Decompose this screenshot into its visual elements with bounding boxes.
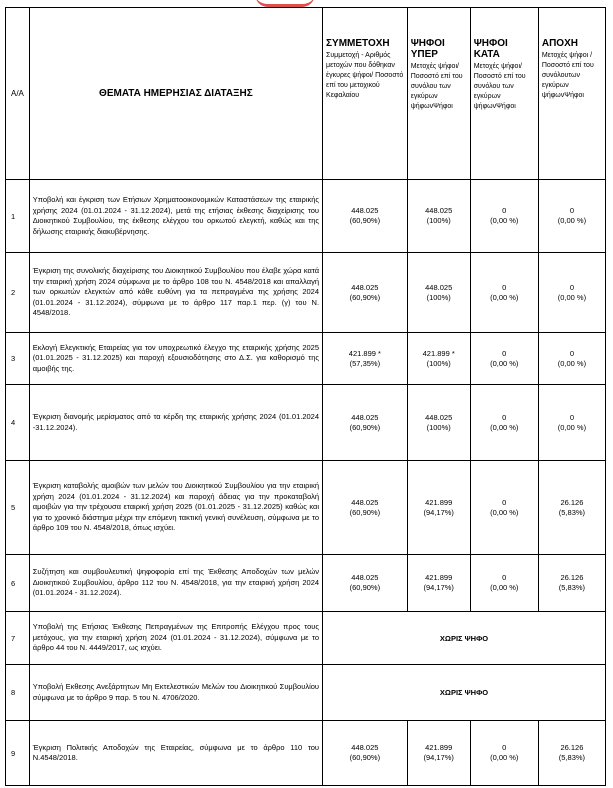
table-row xyxy=(6,555,606,612)
value-count: 448.025 xyxy=(425,282,453,292)
value-count: 0 xyxy=(569,206,574,215)
votes-for-cell xyxy=(407,385,470,461)
value-count: 0 xyxy=(569,412,574,422)
value-percent: (0,00 %) xyxy=(557,358,587,368)
value-percent: (57,35%) xyxy=(349,358,381,368)
row-number: 7 xyxy=(6,612,30,665)
header-votes-against-sub: Μετοχές ψήφοι/ Ποσοστό επί του συνόλου των εγκύρων ψήφωνΨήφοι xyxy=(473,63,526,110)
row-number: 9 xyxy=(6,721,30,786)
value-percent: (0,00 %) xyxy=(490,422,519,432)
value-percent: (5,83%) xyxy=(558,507,586,517)
votes-for-cell xyxy=(407,721,470,786)
table-row xyxy=(6,253,606,333)
votes-for-cell xyxy=(407,461,470,555)
value-percent: (60,90%) xyxy=(349,216,381,225)
top-decoration xyxy=(255,0,315,7)
value-percent: (60,90%) xyxy=(349,422,381,432)
agenda-item-text: Έγκριση καταβολής αμοιβών των μελών του Διοικητικού Συμβουλίου για την εταιρική χρήση 2024 (01.01.2024 - 31.12.2024) και παροχή άδειας για την προκαταβολή αμοιβών για την τρέχουσα εταιρική χρήση 2025 (01.01.2025 - 31.12.2025) καθώς και για το χρονικό διάστημα μέχρι την επόμενη τακτική γενική συνέλευση, σύμφωνα με το άρθρο 109 του Ν. 4548/2018, όπως ισχύει. xyxy=(29,461,322,555)
header-abstain-title: ΑΠΟΧΗ xyxy=(541,38,578,49)
value-count: 26.126 xyxy=(560,573,584,582)
value-percent: (0,00 %) xyxy=(557,216,587,225)
participation-cell xyxy=(323,253,408,333)
value-percent: (100%) xyxy=(426,216,451,225)
agenda-item-text: Υποβολή και έγκριση των Ετήσιων Χρηματοοικονομικών Καταστάσεων της εταιρικής χρήσης 2024 (01.01.2024 - 31.12.2024), μετά της ετήσιας έκθεσης διαχείρισης του Διοικητικού Συμβουλίου, της έκθεσης ελέγχου του ορκωτού ελεγκτή, καθώς και της δήλωσης εταιρικής διακυβέρνησης. xyxy=(29,180,322,253)
value-count: 0 xyxy=(502,348,507,358)
table-row xyxy=(6,461,606,555)
header-votes-against-title: ΨΗΦΟΙ ΚΑΤΑ xyxy=(473,38,508,60)
value-count: 26.126 xyxy=(560,743,584,752)
value-percent: (0,00 %) xyxy=(557,422,587,432)
value-count: 421.899 xyxy=(425,743,453,752)
value-percent: (5,83%) xyxy=(558,753,586,762)
value-count: 0 xyxy=(502,206,507,215)
header-subject: ΘΕΜΑΤΑ ΗΜΕΡΗΣΙΑΣ ΔΙΑΤΑΞΗΣ xyxy=(29,8,322,180)
value-count: 448.025 xyxy=(351,206,379,215)
value-count: 0 xyxy=(569,348,574,358)
row-number: 4 xyxy=(6,385,30,461)
header-abstain xyxy=(538,8,605,180)
abstain-cell xyxy=(538,461,605,555)
abstain-cell xyxy=(538,253,605,333)
value-percent: (100%) xyxy=(426,292,451,302)
table-row xyxy=(6,385,606,461)
value-percent: (94,17%) xyxy=(423,753,454,762)
value-percent: (0,00 %) xyxy=(490,292,519,302)
row-number: 3 xyxy=(6,333,30,385)
header-participation-title: ΣΥΜΜΕΤΟΧΗ xyxy=(326,38,390,49)
value-percent: (60,90%) xyxy=(349,583,381,592)
votes-against-cell xyxy=(470,253,538,333)
votes-against-cell xyxy=(470,385,538,461)
row-number: 5 xyxy=(6,461,30,555)
abstain-cell xyxy=(538,385,605,461)
value-count: 0 xyxy=(502,497,507,507)
table-row xyxy=(6,612,606,665)
header-votes-against xyxy=(470,8,538,180)
value-count: 448.025 xyxy=(351,497,379,507)
votes-for-cell xyxy=(407,333,470,385)
value-percent: (0,00 %) xyxy=(490,507,519,517)
value-percent: (60,90%) xyxy=(349,507,381,517)
abstain-cell xyxy=(538,721,605,786)
votes-against-cell xyxy=(470,721,538,786)
participation-cell xyxy=(323,461,408,555)
header-abstain-sub: Μετοχές ψήφοι /Ποσοστό επί του συνόλουτων εγκύρων ψήφωνΨήφοι xyxy=(541,52,594,99)
value-count: 448.025 xyxy=(425,412,453,422)
value-percent: (0,00 %) xyxy=(490,583,519,592)
table-row xyxy=(6,333,606,385)
header-votes-for-title: ΨΗΦΟΙ ΥΠΕΡ xyxy=(410,38,445,60)
agenda-item-text: Έγκριση Πολιτικής Αποδοχών της Εταιρείας, σύμφωνα με το άρθρο 110 του Ν.4548/2018. xyxy=(29,721,322,786)
table-row xyxy=(6,665,606,721)
row-number: 6 xyxy=(6,555,30,612)
value-count: 421.899 * xyxy=(422,348,455,358)
row-number: 8 xyxy=(6,665,30,721)
value-count: 0 xyxy=(502,573,507,582)
agenda-item-text: Έγκριση διανομής μερίσματος από τα κέρδη της εταιρικής χρήσης 2024 (01.01.2024 -31.12.2024). xyxy=(29,385,322,461)
value-percent: (60,90%) xyxy=(349,292,381,302)
abstain-cell xyxy=(538,333,605,385)
participation-cell xyxy=(323,333,408,385)
agenda-item-text: Υποβολή της Ετήσιας Έκθεσης Πεπραγμένων της Επιτροπής Ελέγχου προς τους μετόχους, για την εταιρική χρήση 2024 (01.01.2024 - 31.12.2024), σύμφωνα με το άρθρο 44 του Ν. 4449/2017, ως ισχύει. xyxy=(29,612,322,665)
value-count: 421.899 * xyxy=(348,348,381,358)
agenda-item-text: Έγκριση της συνολικής διαχείρισης του Διοικητικού Συμβουλίου που έλαβε χώρα κατά την εταιρική χρήση 2024 σύμφωνα με το άρθρο 108 του Ν. 4548/2018 και απαλλαγή των ορκωτών ελεγκτών από κάθε ευθύνη για τα πεπραγμένα της χρήσης 2024 (01.01.2024 - 31.12.2024), σύμφωνα με το άρθρο 117 παρ.1 περ. (γ) του Ν. 4548/2018. xyxy=(29,253,322,333)
abstain-cell xyxy=(538,180,605,253)
participation-cell xyxy=(323,180,408,253)
participation-cell xyxy=(323,555,408,612)
votes-against-cell xyxy=(470,333,538,385)
row-number: 2 xyxy=(6,253,30,333)
value-percent: (0,00 %) xyxy=(490,753,519,762)
no-vote-cell: ΧΩΡΙΣ ΨΗΦΟ xyxy=(323,665,606,721)
value-count: 448.025 xyxy=(351,282,379,292)
table-header-row xyxy=(6,8,606,180)
value-percent: (100%) xyxy=(426,422,451,432)
header-votes-for xyxy=(407,8,470,180)
votes-for-cell xyxy=(407,555,470,612)
value-count: 448.025 xyxy=(351,573,379,582)
abstain-cell xyxy=(538,555,605,612)
participation-cell xyxy=(323,721,408,786)
header-participation-sub: Συμμετοχή - Αριθμός μετοχών που δόθηκαν έγκυρες ψήφοι/ Ποσοστό επί του μετοχικού Κεφαλαίου xyxy=(326,52,404,99)
value-count: 421.899 xyxy=(425,573,453,582)
value-count: 0 xyxy=(502,743,507,752)
votes-for-cell xyxy=(407,253,470,333)
votes-for-cell xyxy=(407,180,470,253)
value-count: 448.025 xyxy=(351,743,379,752)
no-vote-cell: ΧΩΡΙΣ ΨΗΦΟ xyxy=(323,612,606,665)
value-count: 448.025 xyxy=(351,412,379,422)
value-percent: (94,17%) xyxy=(423,583,454,592)
value-percent: (5,83%) xyxy=(558,583,586,592)
header-aa: Α/Α xyxy=(6,8,30,180)
agenda-item-text: Εκλογή Ελεγκτικής Εταιρείας για τον υποχρεωτικό έλεγχο της εταιρικής χρήσης 2025 (01.01.2025 - 31.12.2025) και παροχή εξουσιοδότησης στο Δ.Σ. για καθορισμό της αμοιβής της. xyxy=(29,333,322,385)
value-count: 0 xyxy=(502,282,507,292)
value-count: 448.025 xyxy=(425,206,453,215)
value-count: 0 xyxy=(502,412,507,422)
votes-against-cell xyxy=(470,180,538,253)
value-percent: (100%) xyxy=(426,358,451,368)
table-row xyxy=(6,180,606,253)
value-percent: (60,90%) xyxy=(349,753,381,762)
header-participation xyxy=(323,8,408,180)
table-row xyxy=(6,721,606,786)
participation-cell xyxy=(323,385,408,461)
agenda-results-table xyxy=(5,7,606,786)
votes-against-cell xyxy=(470,461,538,555)
value-percent: (94,17%) xyxy=(423,507,454,517)
value-count: 0 xyxy=(569,282,574,292)
header-votes-for-sub: Μετοχές ψήφοι/ Ποσοστό επί του συνόλου των εγκύρων ψήφωνΨήφοι xyxy=(410,63,463,110)
agenda-item-text: Υποβολή Εκθεσης Ανεξάρτητων Μη Εκτελεστικών Μελών του Διοικητικού Συμβουλίου σύμφωνα με το άρθρο 9 παρ. 5 του Ν. 4706/2020. xyxy=(29,665,322,721)
value-percent: (0,00 %) xyxy=(557,292,587,302)
agenda-item-text: Συζήτηση και συμβουλευτική ψηφοφορία επί της Έκθεσης Αποδοχών των μελών Διοικητικού Συμβουλίου, άρθρο 112 του Ν. 4548/2018, για την εταιρική χρήση 2024 (01.01.2024 - 31.12.2024). xyxy=(29,555,322,612)
row-number: 1 xyxy=(6,180,30,253)
value-percent: (0,00 %) xyxy=(490,216,519,225)
votes-against-cell xyxy=(470,555,538,612)
value-count: 26.126 xyxy=(560,497,584,507)
value-percent: (0,00 %) xyxy=(490,358,519,368)
value-count: 421.899 xyxy=(425,497,453,507)
